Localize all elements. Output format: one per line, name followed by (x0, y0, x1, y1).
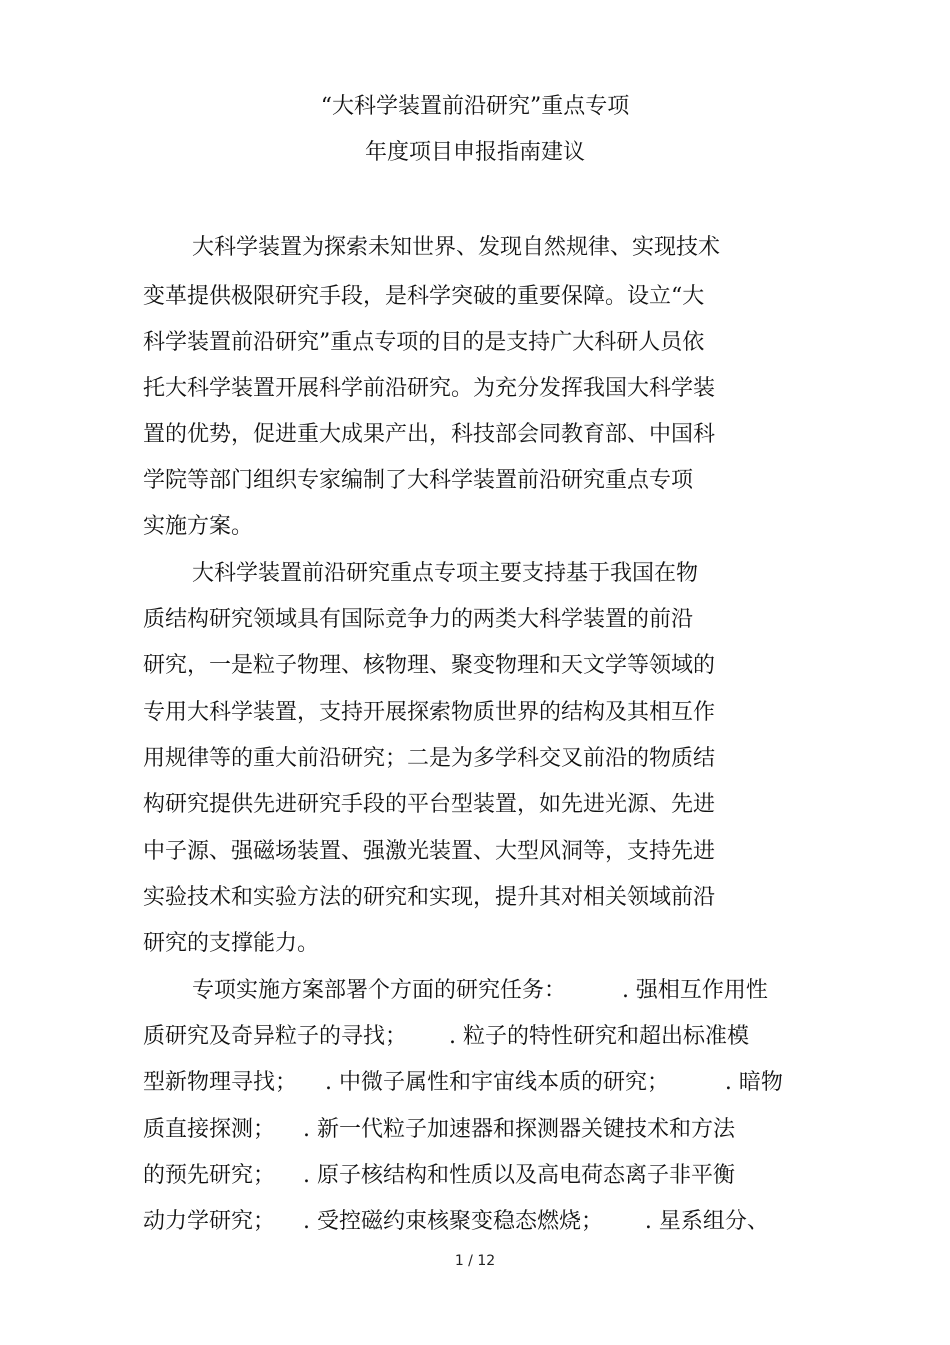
paragraph-2-line-6: 构研究提供先进研究手段的平台型装置，如先进光源、先进 (143, 792, 716, 817)
paragraph-1-line-2: 变革提供极限研究手段，是科学突破的重要保障。设立“大 (143, 284, 705, 309)
paragraph-1-line-3: 科学装置前沿研究”重点专项的目的是支持广大科研人员依 (143, 330, 705, 355)
paragraph-3-line-3: 型新物理寻找； . 中微子属性和宇宙线本质的研究； . 暗物 (143, 1070, 783, 1095)
paragraph-3-line-5: 的预先研究； . 原子核结构和性质以及高电荷态离子非平衡 (143, 1163, 735, 1188)
paragraph-3-line-6: 动力学研究； . 受控磁约束核聚变稳态燃烧； . 星系组分、 (143, 1209, 769, 1234)
paragraph-1-line-1: 大科学装置为探索未知世界、发现自然规律、实现技术 (192, 235, 721, 260)
paragraph-3-line-1: 专项实施方案部署个方面的研究任务： . 强相互作用性 (192, 978, 768, 1003)
paragraph-2-line-7: 中子源、强磁场装置、强激光装置、大型风洞等，支持先进 (143, 839, 716, 864)
paragraph-2-line-8: 实验技术和实验方法的研究和实现，提升其对相关领域前沿 (143, 885, 716, 910)
paragraph-2-line-4: 专用大科学装置，支持开展探索物质世界的结构及其相互作 (143, 700, 716, 725)
paragraph-3-line-4: 质直接探测； . 新一代粒子加速器和探测器关键技术和方法 (143, 1117, 735, 1142)
paragraph-3-line-2: 质研究及奇异粒子的寻找； . 粒子的特性研究和超出标准模 (143, 1024, 749, 1049)
paragraph-2-line-1: 大科学装置前沿研究重点专项主要支持基于我国在物 (192, 561, 699, 586)
paragraph-1-line-7: 实施方案。 (143, 514, 254, 539)
document-title-line-2: 年度项目申报指南建议 (364, 140, 585, 165)
paragraph-1-line-6: 学院等部门组织专家编制了大科学装置前沿研究重点专项 (143, 468, 694, 493)
paragraph-2-line-5: 用规律等的重大前沿研究；二是为多学科交叉前沿的物质结 (143, 746, 716, 771)
paragraph-2-line-3: 研究，一是粒子物理、核物理、聚变物理和天文学等领域的 (143, 653, 716, 678)
page-indicator: 1 / 12 (454, 1253, 496, 1269)
paragraph-1-line-5: 置的优势，促进重大成果产出，科技部会同教育部、中国科 (143, 422, 716, 447)
paragraph-1-line-4: 托大科学装置开展科学前沿研究。为充分发挥我国大科学装 (143, 376, 716, 401)
paragraph-2-line-2: 质结构研究领域具有国际竞争力的两类大科学装置的前沿 (143, 607, 694, 632)
document-title-line-1: “大科学装置前沿研究”重点专项 (320, 94, 630, 119)
paragraph-2-line-9: 研究的支撑能力。 (143, 931, 320, 956)
